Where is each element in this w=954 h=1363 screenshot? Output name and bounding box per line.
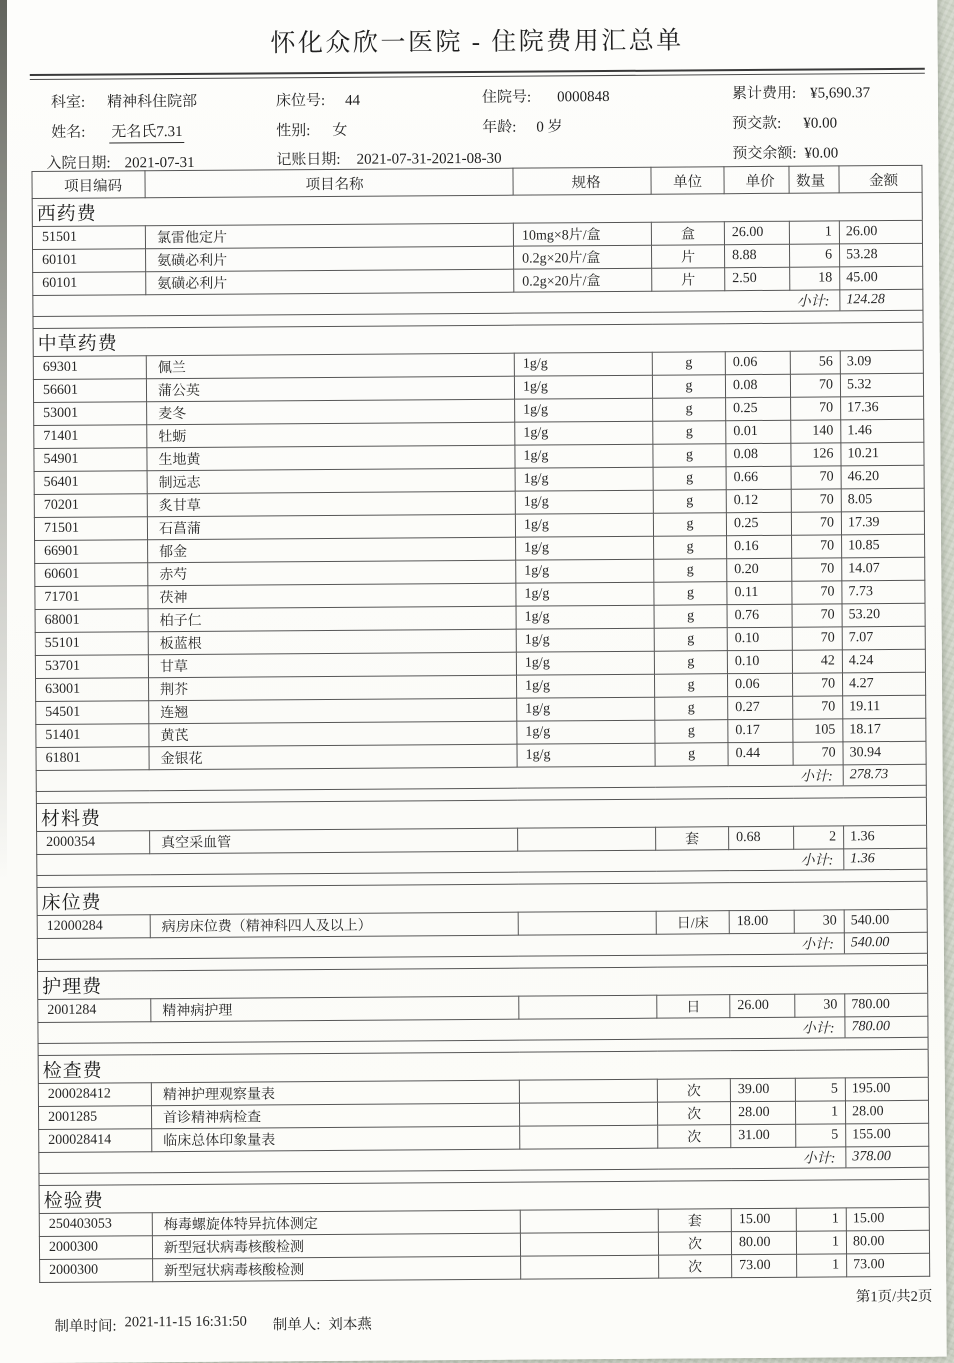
cell-unit: 日/床 — [656, 911, 729, 935]
cell-amount: 28.00 — [845, 1100, 928, 1124]
cell-name: 生地黄 — [147, 445, 515, 471]
cell-amount: 7.73 — [842, 580, 925, 604]
cell-name: 甘草 — [148, 652, 516, 678]
cell-spec: 1g/g — [517, 697, 655, 721]
prepaid-balance-value: ¥0.00 — [804, 145, 839, 162]
cell-name: 茯神 — [148, 583, 516, 609]
cell-amount: 10.85 — [842, 534, 925, 558]
cell-code: 71501 — [34, 517, 147, 541]
total-cost-field — [732, 81, 870, 103]
cell-unit: g — [654, 628, 727, 652]
cell-spec: 1g/g — [516, 674, 654, 698]
cell-unit: g — [653, 513, 726, 537]
cell-unit: g — [653, 398, 726, 422]
cell-code: 66901 — [35, 540, 148, 564]
subtotal-amount: 780.00 — [845, 1016, 928, 1038]
cell-spec: 1g/g — [516, 559, 654, 583]
billing-date-label: 记账日期: — [276, 151, 341, 169]
cell-unit: g — [653, 490, 726, 514]
section-title: 检验费 — [39, 1179, 929, 1213]
cell-qty: 70 — [791, 466, 841, 489]
cell-spec — [520, 1209, 658, 1233]
cell-name: 制远志 — [147, 468, 515, 494]
cell-spec: 1g/g — [517, 720, 655, 744]
table-row — [40, 1253, 930, 1282]
cell-code: 60101 — [33, 272, 146, 296]
cell-price: 0.68 — [729, 826, 794, 849]
cell-code: 250403053 — [39, 1213, 152, 1237]
cell-code: 53001 — [34, 402, 147, 426]
admission-no-value: 0000848 — [557, 88, 610, 106]
cell-qty: 1 — [796, 1231, 846, 1254]
col-header-2: 规格 — [513, 167, 651, 195]
cell-unit: 片 — [651, 245, 724, 269]
cell-qty: 105 — [793, 719, 843, 742]
cell-unit: g — [654, 605, 727, 629]
cell-code: 56601 — [33, 379, 146, 403]
cell-unit: 套 — [658, 1209, 731, 1233]
cell-qty: 1 — [795, 1101, 845, 1124]
cell-name: 黄芪 — [149, 721, 517, 747]
cell-code: 2000354 — [37, 831, 150, 855]
cell-amount: 80.00 — [846, 1230, 929, 1254]
col-header-0: 项目编码 — [32, 171, 145, 199]
admit-date-label: 入院日期: — [46, 155, 111, 172]
cell-name: 临床总体印象量表 — [152, 1126, 520, 1152]
cell-qty: 1 — [796, 1208, 846, 1231]
cell-code: 2001284 — [38, 999, 151, 1023]
cell-unit: 日 — [657, 995, 730, 1019]
cell-price: 26.00 — [730, 994, 795, 1017]
cell-qty: 30 — [795, 994, 845, 1017]
cell-name: 柏子仁 — [148, 606, 516, 632]
col-header-3: 单位 — [651, 167, 724, 195]
cell-qty: 42 — [792, 650, 842, 673]
subtotal-amount: 278.73 — [843, 764, 926, 786]
cell-price: 73.00 — [732, 1254, 797, 1277]
fee-section-6 — [39, 1179, 930, 1282]
cell-qty: 6 — [789, 244, 839, 267]
cell-price: 0.12 — [726, 489, 791, 512]
cell-code: 60601 — [35, 563, 148, 587]
cell-code: 71701 — [35, 586, 148, 610]
fee-section-5 — [38, 1049, 929, 1185]
cell-name: 梅毒螺旋体特异抗体测定 — [152, 1210, 520, 1236]
cell-unit: 次 — [659, 1255, 732, 1279]
subtotal-label: 小计: — [729, 849, 844, 871]
cell-name: 蒲公英 — [146, 376, 514, 402]
cell-price: 39.00 — [730, 1078, 795, 1101]
prepaid-balance-label: 预交余额: — [732, 145, 797, 163]
cell-amount: 780.00 — [845, 993, 928, 1017]
cell-unit: g — [654, 582, 727, 606]
dept-label: 科室: — [50, 94, 86, 111]
fee-table — [31, 165, 930, 1283]
cell-name: 石菖蒲 — [147, 514, 515, 540]
cell-amount: 17.39 — [841, 511, 924, 535]
cell-price: 0.27 — [728, 696, 793, 719]
cell-amount: 540.00 — [844, 909, 927, 933]
cell-unit: g — [653, 421, 726, 445]
cell-amount: 19.11 — [843, 695, 926, 719]
cell-name: 首诊精神病检查 — [151, 1103, 519, 1129]
cell-code: 53701 — [35, 655, 148, 679]
cell-spec — [518, 911, 656, 935]
cell-name: 板蓝根 — [148, 629, 516, 655]
fee-section-4 — [38, 965, 929, 1055]
cell-amount: 14.07 — [842, 557, 925, 581]
cell-amount: 30.94 — [843, 741, 926, 765]
cell-qty: 56 — [790, 351, 840, 374]
cell-unit: g — [655, 697, 728, 721]
cell-unit: g — [654, 536, 727, 560]
page-title: 怀化众欣一医院 - 住院费用汇总单 — [270, 27, 684, 58]
cell-spec: 1g/g — [515, 398, 653, 422]
cell-name: 真空采血管 — [150, 828, 518, 854]
cell-unit: 套 — [656, 827, 729, 851]
title-divider — [30, 68, 925, 80]
cell-spec — [520, 1125, 658, 1149]
cell-name: 氨磺必利片 — [146, 246, 514, 272]
cell-qty: 5 — [795, 1078, 845, 1101]
cell-unit: g — [652, 375, 725, 399]
maker-label: 制单人: — [272, 1317, 321, 1334]
cell-amount: 8.05 — [841, 488, 924, 512]
cell-amount: 17.36 — [841, 396, 924, 420]
fee-section-2 — [36, 797, 927, 887]
subtotal-amount: 540.00 — [844, 932, 927, 954]
cell-price: 0.44 — [728, 742, 793, 765]
cell-price: 15.00 — [731, 1208, 796, 1231]
cell-name: 精神护理观察量表 — [151, 1080, 519, 1106]
sex-field — [276, 119, 347, 140]
cell-price: 18.00 — [729, 910, 794, 933]
cell-price: 28.00 — [730, 1101, 795, 1124]
name-value: 无名氏7.31 — [109, 120, 184, 144]
cell-name: 氯雷他定片 — [145, 223, 513, 249]
cell-spec: 1g/g — [515, 467, 653, 491]
cell-price: 0.11 — [727, 581, 792, 604]
cell-amount: 26.00 — [839, 220, 922, 244]
cell-unit: 次 — [658, 1125, 731, 1149]
cell-code: 71401 — [34, 425, 147, 449]
cell-qty: 5 — [796, 1124, 846, 1147]
cell-qty: 70 — [792, 673, 842, 696]
cell-code: 51401 — [36, 724, 149, 748]
cell-spec: 1g/g — [515, 444, 653, 468]
cell-qty: 70 — [793, 696, 843, 719]
admit-date-value: 2021-07-31 — [124, 154, 195, 172]
cell-code: 54901 — [34, 448, 147, 472]
subtotal-label: 小计: — [729, 933, 844, 955]
cell-amount: 46.20 — [841, 465, 924, 489]
cell-name: 连翘 — [149, 698, 517, 724]
section-title: 护理费 — [38, 965, 928, 999]
admission-no-field — [482, 85, 610, 107]
cell-code: 2001285 — [38, 1106, 151, 1130]
cell-unit: g — [653, 444, 726, 468]
cell-name: 荆芥 — [149, 675, 517, 701]
cell-spec: 1g/g — [516, 651, 654, 675]
cell-unit: g — [654, 559, 727, 583]
section-title: 西药费 — [32, 192, 922, 226]
cell-amount: 4.24 — [842, 649, 925, 673]
cell-amount: 155.00 — [846, 1123, 929, 1147]
cell-name: 精神病护理 — [151, 996, 519, 1022]
cell-unit: 片 — [652, 268, 725, 292]
maker-value: 刘本燕 — [328, 1316, 372, 1333]
col-header-1: 项目名称 — [145, 168, 513, 198]
cell-unit: g — [654, 674, 727, 698]
cell-code: 200028414 — [39, 1129, 152, 1153]
cell-spec — [519, 1102, 657, 1126]
subtotal-label: 小计: — [730, 1017, 845, 1039]
cell-spec: 0.2g×20片/盒 — [514, 245, 652, 269]
cell-amount: 45.00 — [840, 266, 923, 290]
cell-price: 0.01 — [726, 420, 791, 443]
cell-qty: 126 — [791, 443, 841, 466]
cell-amount: 4.27 — [842, 672, 925, 696]
cell-code: 56401 — [34, 471, 147, 495]
cell-amount: 1.46 — [841, 419, 924, 443]
cell-qty: 70 — [792, 535, 842, 558]
cell-spec — [519, 1079, 657, 1103]
cell-spec — [521, 1255, 659, 1279]
sex-value: 女 — [332, 122, 348, 139]
cell-name: 牡蛎 — [147, 422, 515, 448]
cell-code: 200028412 — [38, 1083, 151, 1107]
cell-name: 炙甘草 — [147, 491, 515, 517]
section-title: 中草药费 — [33, 322, 923, 356]
cell-name: 金银花 — [149, 744, 517, 770]
cell-spec: 0.2g×20片/盒 — [514, 268, 652, 292]
cell-unit: g — [652, 352, 725, 376]
made-time-label: 制单时间: — [54, 1318, 117, 1335]
cell-spec: 1g/g — [516, 605, 654, 629]
subtotal-amount: 378.00 — [846, 1146, 929, 1168]
cell-spec: 1g/g — [515, 490, 653, 514]
cell-spec — [520, 1232, 658, 1256]
cell-unit: g — [655, 743, 728, 767]
cell-amount: 7.07 — [842, 626, 925, 650]
cell-amount: 3.09 — [840, 350, 923, 374]
cell-qty: 70 — [792, 627, 842, 650]
cell-code: 51501 — [32, 226, 145, 250]
cell-qty: 70 — [792, 604, 842, 627]
cell-code: 69301 — [33, 356, 146, 380]
cell-spec: 1g/g — [514, 375, 652, 399]
subtotal-label: 小计: — [725, 290, 840, 312]
prepaid-balance-field — [732, 141, 838, 163]
name-label: 姓名: — [51, 124, 86, 141]
page-indicator: 第1页/共2页 — [855, 1288, 933, 1306]
cell-amount: 10.21 — [841, 442, 924, 466]
cell-spec: 1g/g — [517, 743, 655, 767]
billing-date-field — [276, 147, 501, 170]
cell-qty: 140 — [791, 420, 841, 443]
cell-spec: 1g/g — [516, 582, 654, 606]
subtotal-amount: 124.28 — [840, 289, 923, 311]
cell-amount: 73.00 — [847, 1253, 930, 1277]
cell-spec — [518, 827, 656, 851]
cell-price: 0.08 — [726, 443, 791, 466]
cell-qty: 18 — [790, 267, 840, 290]
total-cost-label: 累计费用: — [731, 85, 797, 103]
bed-field — [276, 89, 360, 111]
cell-qty: 1 — [797, 1254, 847, 1277]
cell-code: 70201 — [34, 494, 147, 518]
fee-section-1 — [33, 322, 926, 803]
cell-spec: 1g/g — [515, 513, 653, 537]
cell-price: 8.88 — [724, 244, 789, 267]
col-header-6: 金额 — [839, 165, 922, 193]
fee-section-0 — [32, 192, 923, 328]
cell-price: 0.06 — [727, 673, 792, 696]
cell-code: 68001 — [35, 609, 148, 633]
cell-price: 0.20 — [727, 558, 792, 581]
scanner-edge-shadow — [0, 0, 7, 880]
cell-spec: 1g/g — [516, 536, 654, 560]
cell-code: 54501 — [36, 701, 149, 725]
cell-price: 0.76 — [727, 604, 792, 627]
cell-code: 12000284 — [37, 915, 150, 939]
cell-unit: 次 — [657, 1079, 730, 1103]
cell-price: 2.50 — [725, 267, 790, 290]
cell-unit: g — [653, 467, 726, 491]
prepaid-label: 预交款: — [732, 115, 782, 133]
cell-qty: 70 — [793, 742, 843, 765]
cell-amount: 1.36 — [844, 825, 927, 849]
dept-value: 精神科住院部 — [107, 93, 198, 111]
cell-amount: 18.17 — [843, 718, 926, 742]
cell-code: 61801 — [36, 747, 149, 771]
section-title: 检查费 — [38, 1049, 928, 1083]
cell-qty: 70 — [792, 558, 842, 581]
cell-price: 0.25 — [726, 397, 791, 420]
cell-qty: 2 — [794, 826, 844, 849]
cell-qty: 1 — [789, 221, 839, 244]
cell-name: 麦冬 — [147, 399, 515, 425]
cell-qty: 70 — [790, 374, 840, 397]
cell-spec: 1g/g — [516, 628, 654, 652]
total-cost-value: ¥5,690.37 — [810, 85, 871, 102]
cell-unit: 次 — [658, 1232, 731, 1256]
cell-qty: 70 — [792, 581, 842, 604]
cell-spec: 10mg×8片/盒 — [513, 222, 651, 246]
cell-qty: 30 — [794, 910, 844, 933]
age-label: 年龄: — [482, 119, 517, 136]
cell-code: 55101 — [35, 632, 148, 656]
cell-name: 佩兰 — [146, 353, 514, 379]
cell-amount: 5.32 — [840, 373, 923, 397]
subtotal-label: 小计: — [728, 765, 843, 787]
cell-price: 0.10 — [727, 627, 792, 650]
cell-spec — [519, 995, 657, 1019]
cell-code: 60101 — [33, 249, 146, 273]
cell-unit: 盒 — [651, 222, 724, 246]
cell-price: 0.66 — [726, 466, 791, 489]
cell-price: 0.06 — [725, 351, 790, 374]
cell-price: 26.00 — [724, 221, 789, 244]
cell-unit: g — [654, 651, 727, 675]
cell-amount: 15.00 — [846, 1207, 929, 1231]
section-title: 材料费 — [36, 797, 926, 831]
cell-price: 31.00 — [731, 1124, 796, 1147]
cell-amount: 195.00 — [845, 1077, 928, 1101]
made-time-value: 2021-11-15 16:31:50 — [124, 1313, 247, 1331]
age-value: 0 岁 — [536, 119, 563, 136]
cell-spec: 1g/g — [514, 352, 652, 376]
cell-price: 80.00 — [731, 1231, 796, 1254]
cell-name: 郁金 — [148, 537, 516, 563]
cell-qty: 70 — [791, 397, 841, 420]
cell-price: 0.25 — [726, 512, 791, 535]
admission-no-label: 住院号: — [481, 89, 532, 106]
cell-name: 赤芍 — [148, 560, 516, 586]
cell-code: 63001 — [36, 678, 149, 702]
cell-price: 0.08 — [725, 374, 790, 397]
bed-label: 床位号: — [275, 92, 326, 110]
subtotal-label: 小计: — [731, 1147, 846, 1169]
section-title: 床位费 — [37, 881, 927, 915]
cell-code: 2000300 — [40, 1259, 153, 1283]
cell-name: 新型冠状病毒核酸检测 — [152, 1233, 520, 1259]
cell-unit: g — [655, 720, 728, 744]
cell-spec: 1g/g — [515, 421, 653, 445]
cell-price: 0.17 — [728, 719, 793, 742]
cell-amount: 53.28 — [839, 243, 922, 267]
cell-qty: 70 — [791, 512, 841, 535]
bed-value: 44 — [345, 92, 361, 109]
prepaid-value: ¥0.00 — [803, 115, 838, 132]
cell-code: 2000300 — [39, 1236, 152, 1260]
cell-name: 氨磺必利片 — [146, 269, 514, 295]
prepaid-field — [732, 111, 837, 133]
cell-price: 0.16 — [727, 535, 792, 558]
fee-section-3 — [37, 881, 928, 971]
cell-qty: 70 — [791, 489, 841, 512]
col-header-5: 数量 — [789, 166, 839, 193]
cell-name: 新型冠状病毒核酸检测 — [153, 1256, 521, 1282]
footer-meta — [54, 1313, 372, 1336]
subtotal-amount: 1.36 — [844, 848, 927, 870]
name-field — [51, 120, 185, 144]
age-field — [482, 115, 563, 137]
dept-field — [51, 90, 197, 112]
billing-date-value: 2021-07-31-2021-08-30 — [356, 150, 502, 168]
col-header-4: 单价 — [724, 166, 789, 193]
sex-label: 性别: — [276, 123, 311, 140]
cell-price: 0.10 — [727, 650, 792, 673]
cell-unit: 次 — [657, 1102, 730, 1126]
cell-name: 病房床位费（精神科四人及以上） — [150, 912, 518, 938]
cell-amount: 53.20 — [842, 603, 925, 627]
